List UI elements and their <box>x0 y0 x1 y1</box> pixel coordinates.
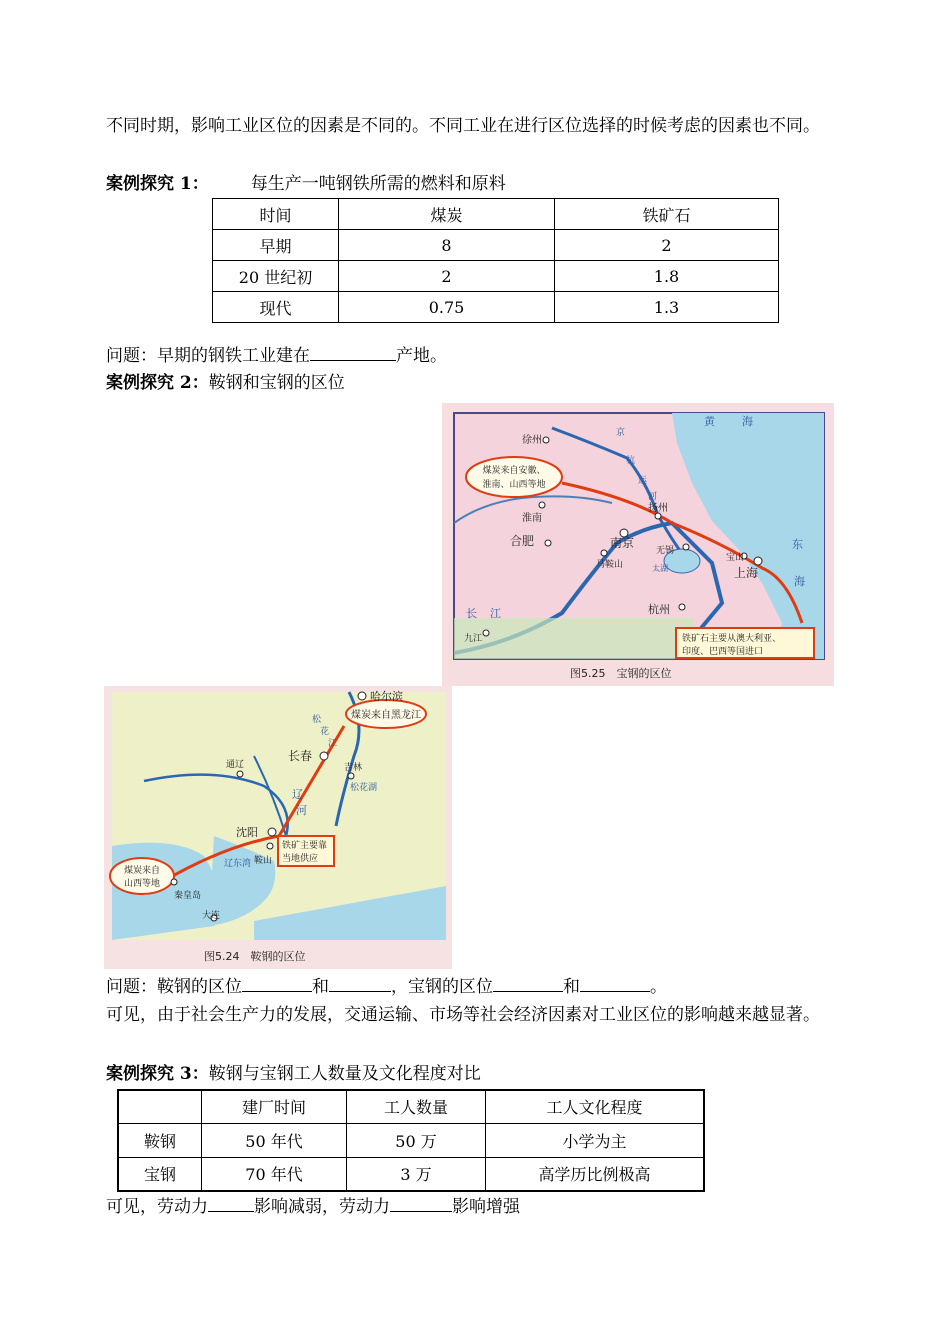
table-header-cell: 时间 <box>213 199 339 230</box>
canal-label: 京 <box>616 428 626 438</box>
map-caption: 图5.25 宝钢的区位 <box>570 667 672 680</box>
river-label: 辽 <box>292 788 303 801</box>
sea-label: 海 <box>794 575 805 588</box>
ansteel-map <box>104 686 452 969</box>
city-label: 合肥 <box>510 534 535 548</box>
city-label: 长春 <box>288 749 313 763</box>
table-cell: 2 <box>555 230 779 261</box>
table-header-cell <box>118 1090 202 1123</box>
canal-label: 杭 <box>626 456 636 466</box>
river-label: 河 <box>296 804 307 817</box>
table-row <box>213 292 779 323</box>
lake-label: 松花湖 <box>350 783 378 793</box>
answer-blank[interactable] <box>329 973 391 992</box>
question2-text: 和 <box>312 977 329 997</box>
answer-blank[interactable] <box>390 1193 452 1212</box>
city-label: 淮南 <box>522 513 542 524</box>
ore-note-line2: 当地供应 <box>282 854 319 864</box>
city-label: 上海 <box>734 566 759 580</box>
table-cell: 小学为主 <box>486 1123 705 1157</box>
table-cell: 20 世纪初 <box>213 261 339 292</box>
case3-heading <box>106 1061 851 1088</box>
city-label: 通辽 <box>226 760 245 770</box>
table-header-cell: 工人数量 <box>347 1090 486 1123</box>
question2-text: ，宝钢的区位 <box>391 977 493 997</box>
table-cell: 8 <box>339 230 555 261</box>
table-cell: 1.3 <box>555 292 779 323</box>
city-label: 大连 <box>202 911 221 921</box>
sea-label: 海 <box>742 415 753 428</box>
river-label: 江 <box>328 739 338 749</box>
city-label: 吉林 <box>344 763 363 773</box>
sea-label: 黄 <box>704 415 715 428</box>
table-header-cell: 煤炭 <box>339 199 555 230</box>
table-cell: 3 万 <box>347 1157 486 1191</box>
city-label: 南京 <box>610 536 635 550</box>
coal-sx-line2: 山西等地 <box>123 879 161 889</box>
city-label: 徐州 <box>522 435 542 446</box>
answer-blank[interactable] <box>580 973 650 992</box>
city-label: 鞍山 <box>254 856 273 866</box>
sea-label: 东 <box>792 538 803 551</box>
city-label: 哈尔滨 <box>370 690 403 703</box>
baosteel-map <box>442 403 834 686</box>
conclusion-paragraph: 可见，由于社会生产力的发展，交通运输、市场等社会经济因素对工业区位的影响越来越显著。 <box>106 1005 820 1025</box>
table-header-cell: 铁矿石 <box>555 199 779 230</box>
city-label: 九江 <box>464 634 483 644</box>
city-label: 无锡 <box>656 546 675 556</box>
case2-label: 案例探究 2： <box>106 373 209 393</box>
city-label: 沈阳 <box>236 826 258 839</box>
intro-paragraph: 不同时期，影响工业区位的因素是不同的。不同工业在进行区位选择的时候考虑的因素也不同。 <box>106 116 820 136</box>
table-header-cell: 建厂时间 <box>202 1090 347 1123</box>
coal-note-line1: 煤炭来自安徽、 <box>482 466 546 476</box>
table-cell: 50 万 <box>347 1123 486 1157</box>
table-cell: 现代 <box>213 292 339 323</box>
table-cell: 宝钢 <box>118 1157 202 1191</box>
river-label: 长 <box>466 607 477 620</box>
coal-sx-line1: 煤炭来自 <box>123 866 161 876</box>
table-cell: 0.75 <box>339 292 555 323</box>
case2-title: 鞍钢和宝钢的区位 <box>208 373 345 393</box>
table-cell: 1.8 <box>555 261 779 292</box>
city-label: 扬州 <box>648 503 668 514</box>
case1-table <box>212 198 779 323</box>
case1-label: 案例探究 1： <box>106 174 209 194</box>
table-row <box>213 261 779 292</box>
table-row <box>213 230 779 261</box>
canal-label: 运 <box>638 476 648 486</box>
answer-blank[interactable] <box>310 342 396 361</box>
table-cell: 50 年代 <box>202 1123 347 1157</box>
city-label: 宝山 <box>726 553 745 563</box>
table-header-cell: 工人文化程度 <box>486 1090 705 1123</box>
question2 <box>106 973 851 1001</box>
ore-note-line2: 印度、巴西等国进口 <box>682 647 764 657</box>
case3-title: 鞍钢与宝钢工人数量及文化程度对比 <box>208 1064 481 1084</box>
table-cell: 高学历比例极高 <box>486 1157 705 1191</box>
question1-suffix: 产地。 <box>396 346 447 366</box>
question3-text: 影响增强 <box>452 1197 520 1217</box>
question3-text: 影响减弱，劳动力 <box>254 1197 390 1217</box>
city-label: 杭州 <box>648 603 670 616</box>
coal-ne-note: 煤炭来自黑龙江 <box>351 710 421 721</box>
question3 <box>106 1193 851 1221</box>
map-caption: 图5.24 鞍钢的区位 <box>204 950 306 963</box>
table-cell: 70 年代 <box>202 1157 347 1191</box>
ore-note-line1: 铁矿主要靠 <box>282 841 328 851</box>
table-header-row <box>118 1090 704 1123</box>
question1 <box>106 342 851 370</box>
question2-text: 问题：鞍钢的区位 <box>106 977 242 997</box>
table-cell: 鞍钢 <box>118 1123 202 1157</box>
table-row <box>118 1157 704 1191</box>
canal-label: 河 <box>648 492 658 502</box>
table-cell: 2 <box>339 261 555 292</box>
question1-text: 问题：早期的钢铁工业建在 <box>106 346 310 366</box>
coal-note-line2: 淮南、山西等地 <box>482 480 546 490</box>
river-label: 江 <box>490 607 501 620</box>
table-row <box>118 1123 704 1157</box>
question3-text: 可见，劳动力 <box>106 1197 208 1217</box>
question2-text: 和 <box>563 977 580 997</box>
case1-heading <box>106 171 851 198</box>
answer-blank[interactable] <box>242 973 312 992</box>
case3-label: 案例探究 3： <box>106 1064 209 1084</box>
bay-label: 辽东湾 <box>224 859 252 869</box>
city-label: 马鞍山 <box>596 560 624 570</box>
table-header-row <box>213 199 779 230</box>
case1-title: 每生产一吨钢铁所需的燃料和原料 <box>250 174 506 194</box>
case2-heading <box>106 370 851 397</box>
case3-table <box>117 1089 705 1192</box>
city-label: 秦皇岛 <box>174 891 202 901</box>
answer-blank[interactable] <box>493 973 563 992</box>
river-label: 花 <box>320 727 330 737</box>
table-cell: 早期 <box>213 230 339 261</box>
ore-note-line1: 铁矿石主要从澳大利亚、 <box>682 634 782 644</box>
lake-label: 太湖 <box>652 564 668 573</box>
answer-blank[interactable] <box>208 1193 254 1212</box>
river-label: 松 <box>312 715 322 725</box>
question2-text: 。 <box>650 977 667 997</box>
